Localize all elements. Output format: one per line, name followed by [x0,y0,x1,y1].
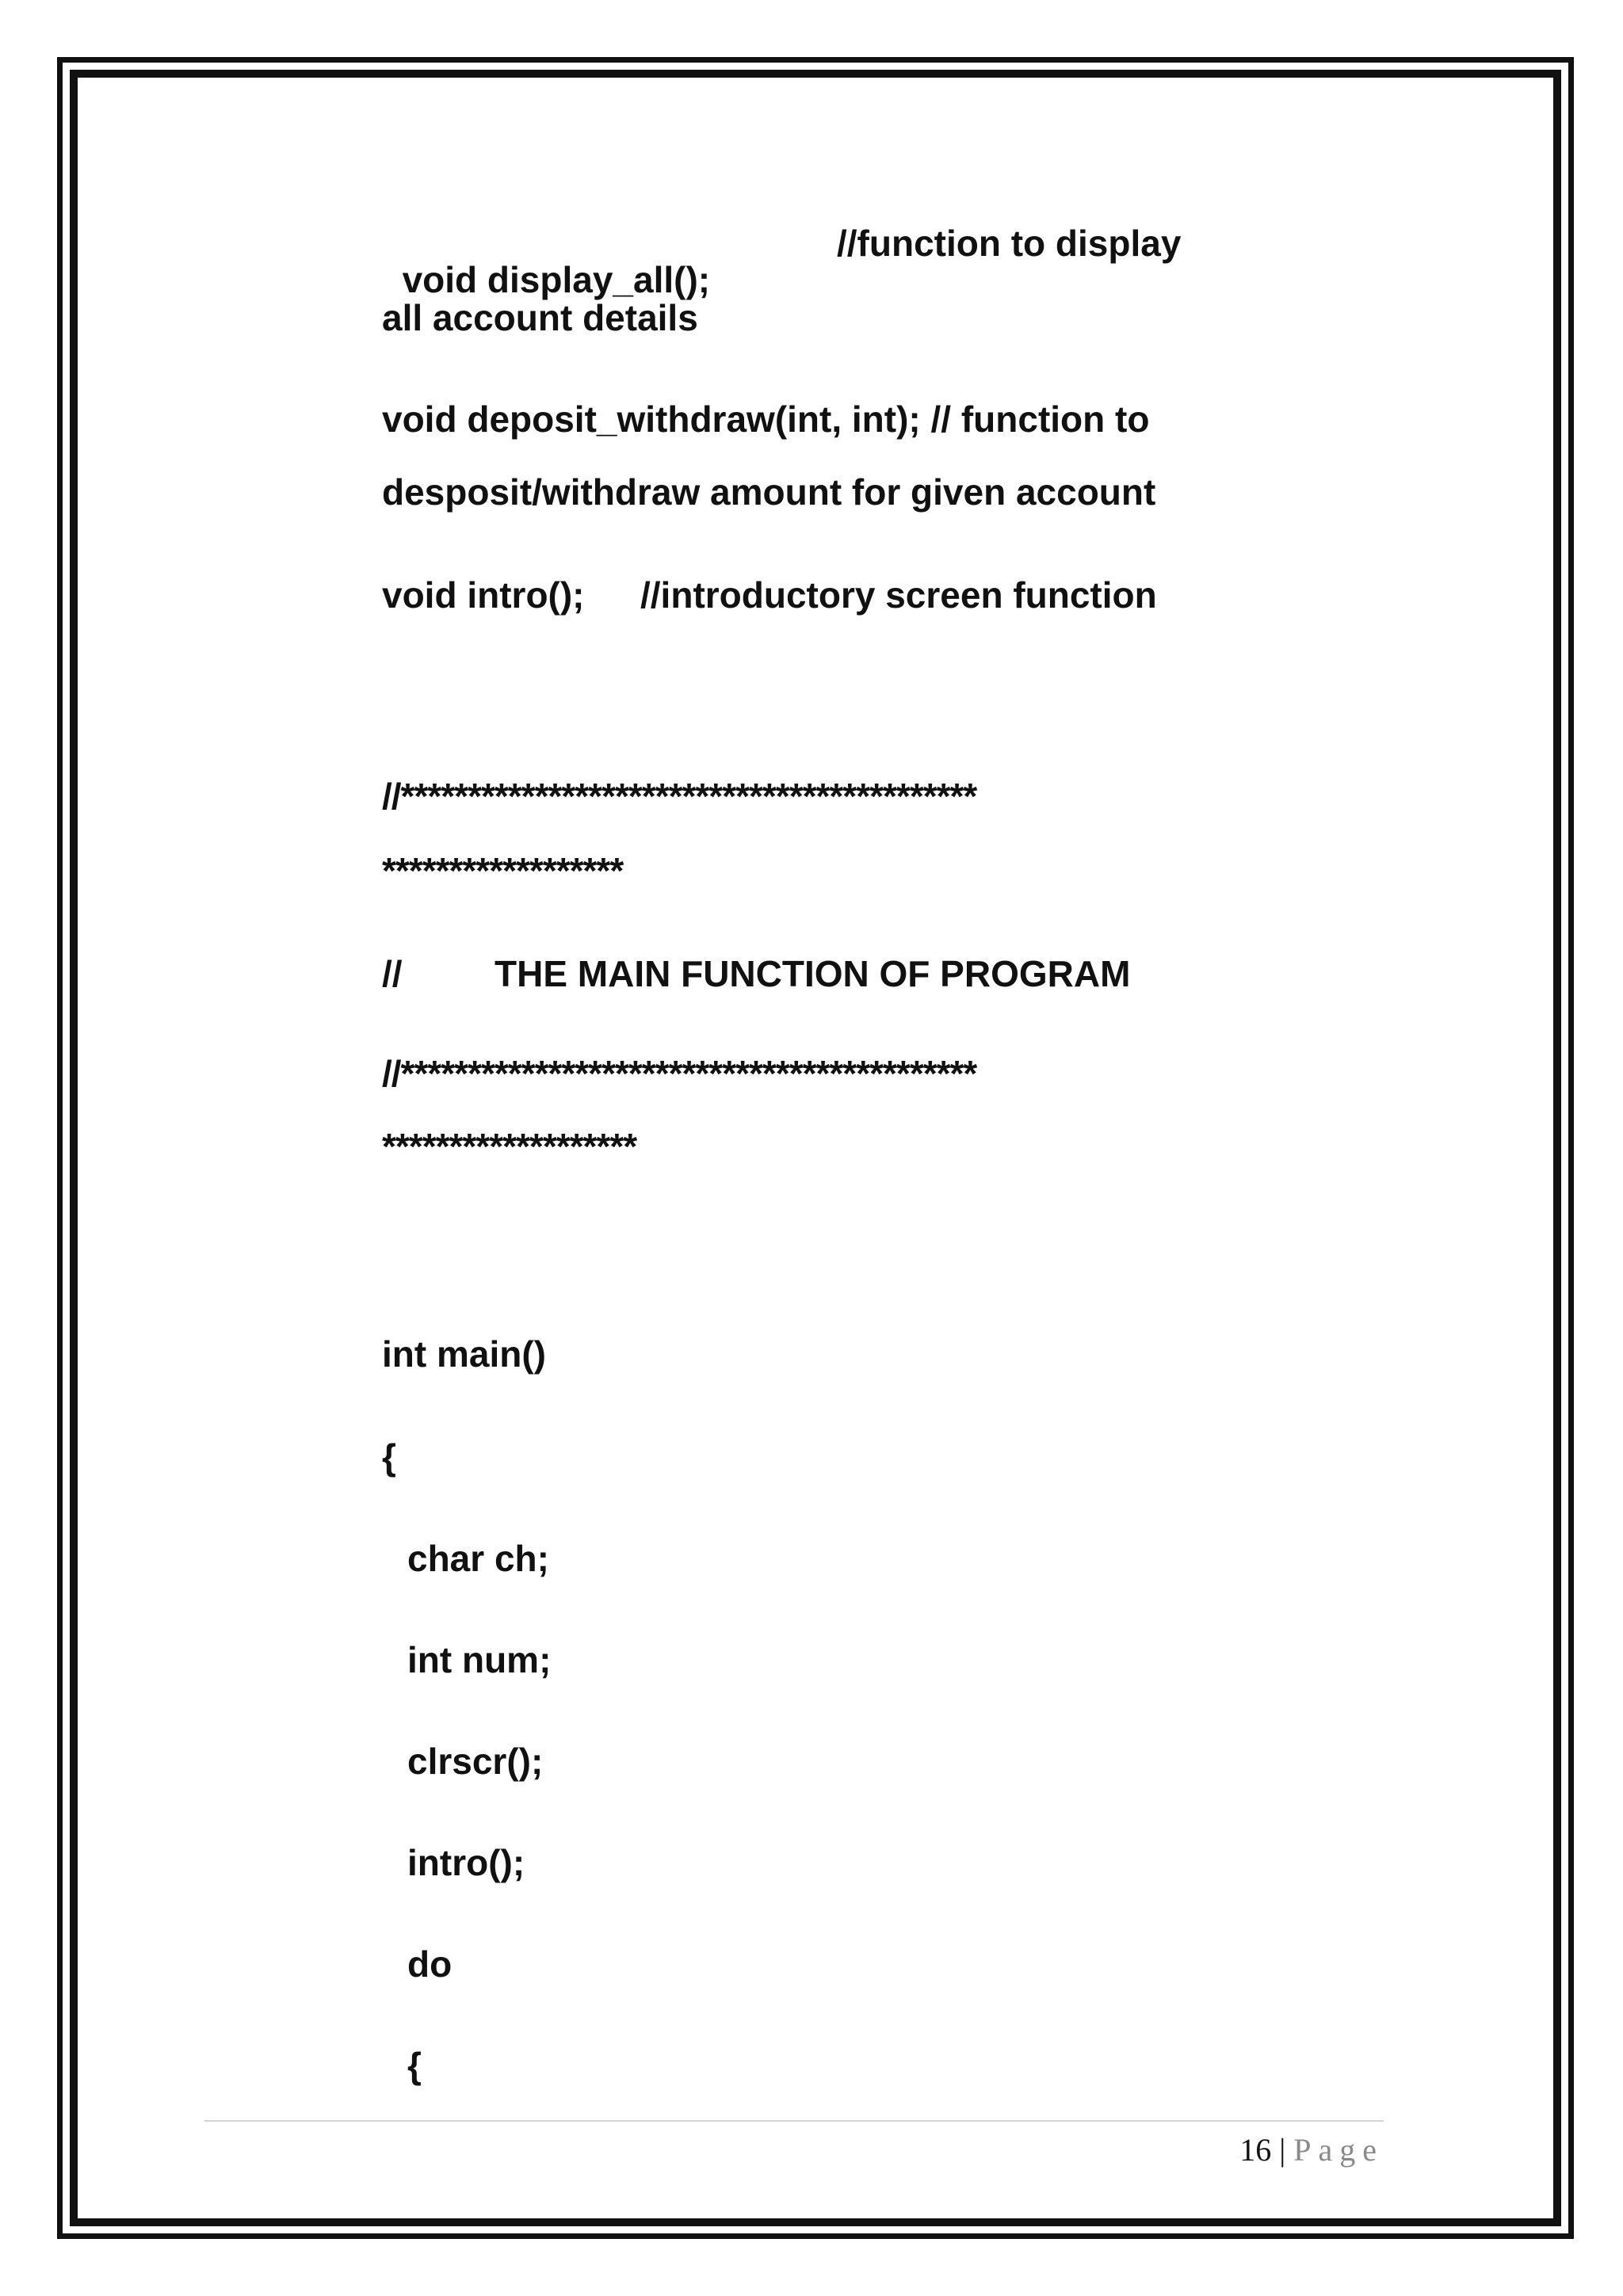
code-line-deposit-withdraw: void deposit_withdraw(int, int); // function to [382,399,1150,440]
page-footer [1239,2131,1384,2168]
display-all-comment: //function to display [837,223,1182,264]
code-line-inner-open-brace: { [407,2045,422,2086]
code-line-open-brace: { [382,1436,396,1478]
separator-stars-bottom-1: //******************************************* [382,1053,977,1094]
section-title: THE MAIN FUNCTION OF PROGRAM [495,953,1131,994]
page-border-inner [70,70,1561,2226]
section-comment-slashes: // [382,953,403,994]
page-word: Page [1293,2132,1384,2168]
display-all-comment-continuation: all account details [382,297,698,338]
separator-stars-bottom-2: ******************* [382,1126,637,1167]
intro-comment: //introductory screen function [640,574,1157,616]
separator-stars-top-2: ****************** [382,850,624,891]
deposit-withdraw-comment-continuation: desposit/withdraw amount for given account [382,471,1156,513]
code-line-intro-call: intro(); [407,1842,525,1883]
code-line-intro-declaration: void intro(); [382,574,585,616]
code-line-do-keyword: do [407,1943,453,1985]
code-line-char-declaration: char ch; [407,1538,549,1579]
separator-stars-top-1: //******************************************* [382,776,977,817]
page-number: 16 [1239,2132,1272,2168]
code-line-main-signature: int main() [382,1333,546,1375]
display-all-declaration: void display_all(); [402,259,711,300]
footer-divider [204,2120,1384,2122]
code-line-display-all [382,225,710,298]
footer-separator: | [1279,2132,1286,2168]
code-line-int-declaration: int num; [407,1639,552,1680]
code-line-clrscr-call: clrscr(); [407,1741,544,1782]
